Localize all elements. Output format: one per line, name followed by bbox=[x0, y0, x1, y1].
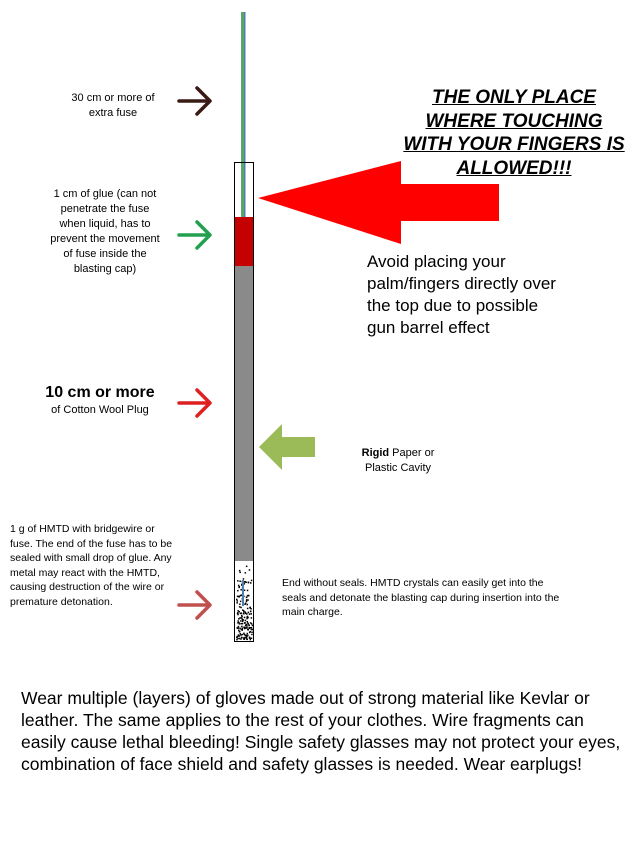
hmtd-crystal bbox=[249, 569, 251, 571]
right-arrow-icon bbox=[179, 390, 210, 416]
hmtd-crystal bbox=[242, 609, 244, 611]
hmtd-crystal bbox=[238, 587, 240, 589]
hmtd-crystal bbox=[238, 627, 240, 629]
hmtd-label: 1 g of HMTD with bridgewire or fuse. The end of the fuse has to be sealed with small drop of glue. Any metal may react with the HMTD, causing destruction of the wire or premature detonation. bbox=[10, 523, 173, 608]
fuse-inside-tube-blue bbox=[244, 163, 246, 217]
hmtd-crystal bbox=[246, 624, 248, 626]
headline-line-4: ALLOWED!!! bbox=[456, 157, 572, 179]
hmtd-crystal bbox=[241, 615, 243, 617]
avoid-line-4: gun barrel effect bbox=[367, 318, 490, 337]
hmtd-crystal bbox=[246, 618, 248, 620]
safety-note: Wear multiple (layers) of gloves made out of strong material like Kevlar or leather. The same applies to the rest of your clothes. Wire fragments can easily cause lethal bleeding! Single safety glasses may not protect your eyes, combination of face shield and safety glasses is needed. Wear earplugs! bbox=[21, 688, 621, 774]
hmtd-crystal bbox=[247, 639, 249, 641]
hmtd-crystal bbox=[246, 597, 248, 599]
cotton-label-rest: of Cotton Wool Plug bbox=[51, 404, 149, 416]
hmtd-crystal bbox=[251, 623, 253, 625]
hmtd-crystal bbox=[243, 613, 245, 615]
hmtd-crystal bbox=[239, 611, 241, 613]
hmtd-crystal bbox=[251, 627, 253, 629]
headline-line-1: THE ONLY PLACE bbox=[432, 87, 596, 108]
hmtd-crystal bbox=[250, 611, 252, 613]
hmtd-crystal bbox=[251, 632, 253, 634]
hmtd-crystal bbox=[243, 633, 245, 635]
hmtd-crystal bbox=[239, 638, 241, 640]
hmtd-crystal bbox=[249, 607, 251, 609]
hmtd-crystal bbox=[247, 616, 249, 618]
hmtd-crystal bbox=[251, 580, 253, 582]
hmtd-crystal bbox=[240, 638, 242, 640]
hmtd-crystal bbox=[245, 582, 247, 584]
hmtd-crystal bbox=[245, 620, 247, 622]
right-arrow-icon bbox=[179, 88, 210, 114]
hmtd-crystal bbox=[247, 599, 249, 601]
rigid-rest: Paper or Plastic Cavity bbox=[364, 447, 435, 474]
hmtd-crystal bbox=[252, 625, 254, 627]
hmtd-crystal bbox=[247, 590, 249, 592]
hmtd-crystal bbox=[240, 595, 242, 597]
cotton-label-bold: 10 cm or more bbox=[45, 384, 155, 401]
hmtd-crystal bbox=[240, 589, 242, 591]
hmtd-crystal bbox=[237, 590, 239, 592]
hmtd-crystal bbox=[249, 632, 251, 634]
hmtd-crystal bbox=[237, 614, 239, 616]
hmtd-crystal bbox=[242, 634, 244, 636]
hmtd-crystal bbox=[250, 639, 252, 641]
hmtd-crystal bbox=[238, 585, 240, 587]
hmtd-crystal bbox=[249, 613, 251, 615]
hmtd-crystal bbox=[237, 580, 239, 582]
hmtd-crystal bbox=[249, 637, 251, 639]
hmtd-crystal bbox=[239, 617, 241, 619]
hmtd-crystal bbox=[247, 608, 249, 610]
headline-line-2: WHERE TOUCHING bbox=[425, 110, 603, 132]
hmtd-crystal bbox=[245, 572, 247, 574]
hmtd-crystal bbox=[244, 628, 246, 630]
avoid-line-1: Avoid placing your bbox=[367, 252, 506, 271]
hmtd-crystal bbox=[239, 631, 241, 633]
hmtd-crystal bbox=[252, 629, 254, 631]
hmtd-crystal bbox=[240, 633, 242, 635]
hmtd-crystal bbox=[237, 620, 239, 622]
hmtd-crystal bbox=[239, 570, 241, 572]
hmtd-crystal bbox=[242, 623, 244, 625]
hmtd-crystal bbox=[245, 634, 247, 636]
hmtd-crystal bbox=[244, 622, 246, 624]
hmtd-crystal bbox=[241, 617, 243, 619]
glue-label: 1 cm of glue (can not penetrate the fuse when liquid, has to prevent the movement of fuse inside the blasting cap) bbox=[50, 188, 160, 275]
hmtd-crystal bbox=[246, 625, 248, 627]
hmtd-crystal bbox=[237, 600, 239, 602]
hmtd-crystal bbox=[239, 581, 241, 583]
hmtd-crystal bbox=[248, 612, 250, 614]
hmtd-crystal bbox=[251, 634, 253, 636]
hmtd-crystal bbox=[247, 621, 249, 623]
hmtd-crystal bbox=[251, 613, 253, 615]
hmtd-crystal bbox=[246, 566, 248, 568]
end-seals-label: End without seals. HMTD crystals can easily get into the seals and detonate the blasting cap during insertion into the main charge. bbox=[282, 577, 560, 618]
extra-fuse-label: 30 cm or more of extra fuse bbox=[71, 92, 155, 119]
right-arrow-icon bbox=[179, 592, 210, 618]
hmtd-crystal bbox=[243, 611, 245, 613]
hmtd-crystal bbox=[241, 626, 243, 628]
hmtd-crystal bbox=[239, 628, 241, 630]
hmtd-crystal bbox=[244, 581, 246, 583]
hmtd-crystal bbox=[250, 638, 252, 640]
hmtd-crystal bbox=[241, 637, 243, 639]
hmtd-crystal bbox=[249, 628, 251, 630]
hmtd-crystal bbox=[246, 601, 248, 603]
hmtd-crystal bbox=[238, 626, 240, 628]
hmtd-crystal bbox=[238, 622, 240, 624]
headline-line-3: WITH YOUR FINGERS IS bbox=[403, 134, 625, 155]
cotton-wool-section bbox=[235, 266, 253, 561]
hmtd-crystal bbox=[236, 602, 238, 604]
hmtd-crystal bbox=[247, 623, 249, 625]
cotton-label bbox=[20, 383, 180, 418]
hmtd-crystal bbox=[244, 639, 246, 641]
hmtd-crystal bbox=[243, 637, 245, 639]
rigid-cavity-label bbox=[350, 446, 446, 476]
hmtd-crystal bbox=[238, 635, 240, 637]
hmtd-crystal bbox=[244, 604, 246, 606]
left-arrow-icon bbox=[259, 424, 315, 470]
avoid-line-2: palm/fingers directly over bbox=[367, 274, 556, 293]
hmtd-crystal bbox=[246, 636, 248, 638]
glue-section bbox=[235, 217, 253, 266]
hmtd-crystal bbox=[238, 618, 240, 620]
right-arrow-icon bbox=[179, 222, 210, 248]
hmtd-crystal bbox=[248, 625, 250, 627]
hmtd-crystal bbox=[246, 613, 248, 615]
hmtd-crystal bbox=[237, 638, 239, 640]
hmtd-crystal bbox=[247, 629, 249, 631]
hmtd-crystal bbox=[239, 572, 241, 574]
rigid-bold: Rigid bbox=[361, 447, 390, 459]
hmtd-crystal bbox=[242, 621, 244, 623]
hmtd-crystal bbox=[245, 627, 247, 629]
hmtd-crystal bbox=[242, 628, 244, 630]
hmtd-crystal bbox=[240, 620, 242, 622]
hmtd-crystal bbox=[243, 578, 245, 580]
hmtd-crystal bbox=[250, 582, 252, 584]
hmtd-crystal bbox=[247, 633, 249, 635]
hmtd-crystal bbox=[238, 596, 240, 598]
hmtd-crystal bbox=[237, 636, 239, 638]
hmtd-crystal bbox=[251, 617, 253, 619]
hmtd-crystal bbox=[240, 601, 242, 603]
hmtd-crystal bbox=[248, 595, 250, 597]
hmtd-crystal bbox=[244, 590, 246, 592]
hmtd-crystal bbox=[248, 582, 250, 584]
fuse-inside-tube bbox=[241, 163, 244, 217]
hmtd-section bbox=[235, 561, 253, 641]
hmtd-crystal bbox=[239, 623, 241, 625]
hmtd-crystal bbox=[239, 606, 241, 608]
hmtd-crystal bbox=[237, 612, 239, 614]
hmtd-crystal bbox=[246, 599, 248, 601]
hmtd-crystal bbox=[244, 617, 246, 619]
hmtd-crystal bbox=[238, 630, 240, 632]
avoid-line-3: the top due to possible bbox=[367, 296, 539, 315]
hmtd-crystal bbox=[245, 611, 247, 613]
hmtd-crystal bbox=[239, 604, 241, 606]
hmtd-crystal bbox=[240, 607, 242, 609]
hmtd-crystal bbox=[241, 612, 243, 614]
hmtd-crystal bbox=[247, 604, 249, 606]
hmtd-crystal bbox=[236, 599, 238, 601]
avoid-note bbox=[367, 251, 627, 339]
hmtd-crystal bbox=[251, 629, 253, 631]
headline bbox=[392, 86, 636, 180]
